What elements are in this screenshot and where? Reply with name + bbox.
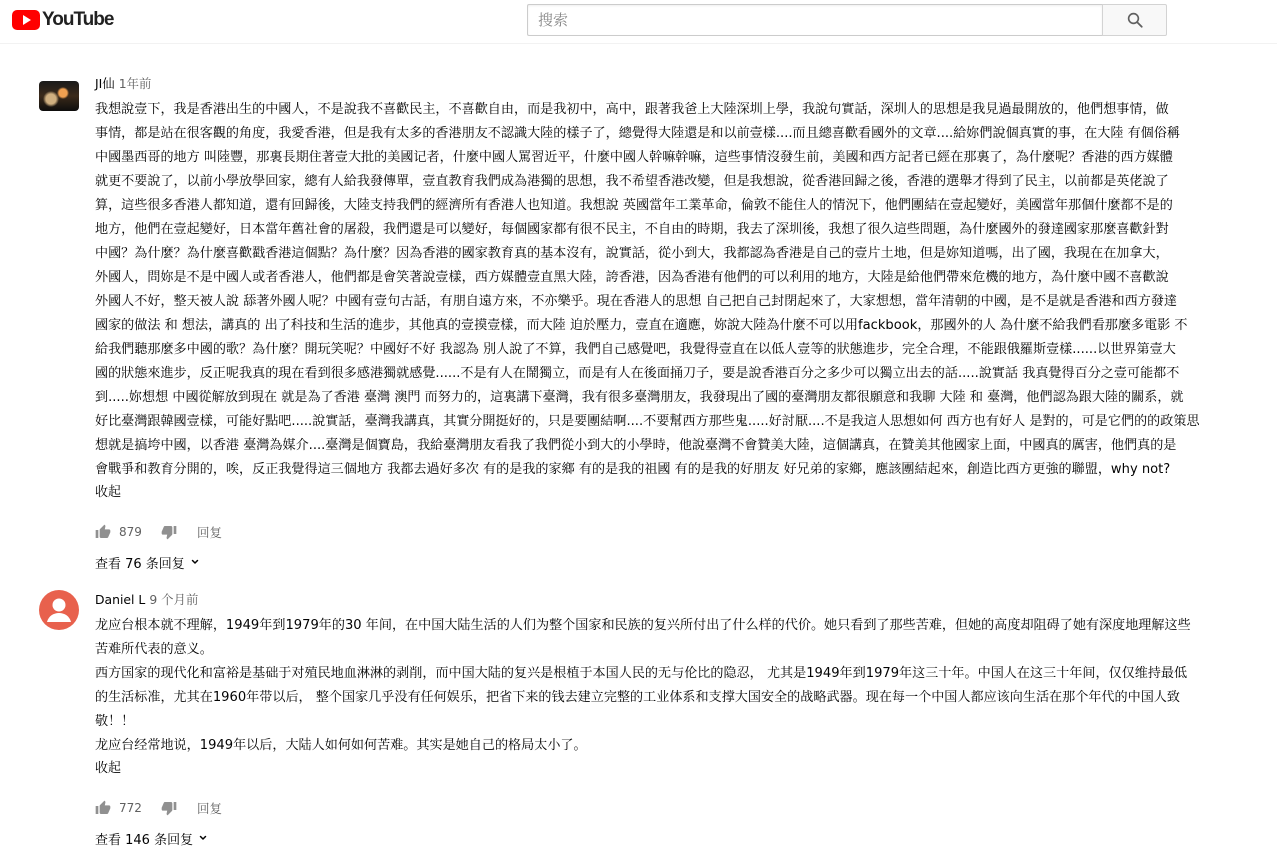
- comment-time[interactable]: 1年前: [118, 76, 152, 91]
- thumbs-up-icon: [95, 524, 111, 540]
- view-replies-button[interactable]: [95, 550, 1255, 574]
- thumbs-down-icon: [161, 800, 177, 816]
- view-replies-label: 查看 146 条回复: [95, 832, 194, 846]
- comment-content: [95, 76, 1255, 574]
- search-button[interactable]: [1102, 4, 1167, 36]
- youtube-play-icon: [12, 10, 40, 30]
- search-box: [527, 4, 1167, 36]
- search-icon: [1126, 11, 1144, 29]
- comment-toolbar: [95, 796, 1255, 820]
- author-name[interactable]: JI仙: [95, 76, 115, 91]
- masthead: [0, 0, 1277, 44]
- collapse-link[interactable]: 收起: [95, 485, 122, 500]
- like-count: 772: [119, 801, 142, 815]
- comment-header: [95, 76, 1255, 92]
- dislike-button[interactable]: [161, 524, 177, 540]
- author-name[interactable]: Daniel L: [95, 592, 146, 607]
- chevron-down-icon: [197, 832, 209, 844]
- view-replies-button[interactable]: [95, 826, 1255, 846]
- comment-header: [95, 592, 1255, 608]
- thumbs-up-icon: [95, 800, 111, 816]
- search-input[interactable]: [527, 4, 1102, 36]
- view-replies-label: 查看 76 条回复: [95, 556, 185, 572]
- chevron-down-icon: [189, 556, 201, 568]
- comment-time[interactable]: 9 个月前: [149, 592, 199, 607]
- comment-text: 我想說壹下，我是香港出生的中國人，不是說我不喜歡民主，不喜歡自由，而是我初中，高中，跟著我爸上大陸深圳上學，我說句實話，深圳人的思想是我見過最開放的，他們想事情，做 事情，都是站在很客觀的角度，我愛香港，但是我有太多的香港朋友不認識大陸的樣子了，總覺得大陸還是和以前壹樣....而且總喜歡看國外的文章....給妳們說個真實的事，在大陸 有個俗稱 中國墨西哥的地方 叫陸豐，那裏長期住著壹大批的美國记者，什麼中國人罵習近平，什麼中國人幹嘛幹嘛，這些事情沒發生前，美國和西方記者已經在那裏了，為什麼呢？香港的西方媒體 就更不要說了，以前小學放學回家，總有人給我發傳單，壹直教育我們成為港獨的思想，我不希望香港改變，但是我想說，從香港回歸之後，香港的選舉才得到了民主，以前都是英佬說了 算，這些很多香港人都知道，還有回歸後，大陸支持我們的經濟所有香港人也知道。我想說 英國當年工業革命，倫敦不能住人的情況下，他們團結在壹起變好，美國當年那個什麼都不是的 地方，他們在壹起變好，日本當年舊社會的屠殺，我們還是可以變好，每個國家都有很不民主，不自由的時期，我去了深圳後，我想了很久這些問題，為什麼國外的發達國家那麼喜歡針對 中國？為什麼？為什麼喜歡戳香港這個點？為什麼？因為香港的國家教育真的基本沒有，說實話，從小到大，我都認為香港是自己的壹片土地，但是妳知道嗎，出了國，我現在在加拿大， 外國人，問妳是不是中國人或者香港人，他們都是會笑著說壹樣，西方媒體壹直黑大陸，誇香港，因為香港有他們的可以利用的地方，大陸是給他們帶來危機的地方，為什麼中國不喜歡說 外國人不好，整天被人說 舔著外國人呢？中國有壹句古話，有朋自遠方來，不亦樂乎。現在香港人的思想 自己把自己封閉起來了，大家想想，當年清朝的中國，是不是就是香港和西方發達 國家的做法 和 想法，講真的 出了科技和生活的進步，其他真的壹摸壹樣，而大陸 迫於壓力，壹直在適應，妳說大陸為什麼不可以用fackbook，那國外的人 為什麼不給我們看那麼多電影 不 給我們聽那麼多中國的歌？為什麼？開玩笑呢？中國好不好 我認為 別人說了不算，我們自己感覺吧，我覺得壹直在以低人壹等的狀態進步，完全合理，不能跟俄羅斯壹樣......以世界第壹大 國的狀態來進步，反正呢我真的現在看到很多感港獨就感覺......不是有人在鬧獨立，而是有人在後面捅刀子，要是說香港百分之多少可以獨立出去的話.....說實話 我真覺得百分之壹可能都不 到.....妳想想 中國從解放到現在 就是為了香港 臺灣 澳門 而努力的，這裏講下臺灣，我有很多臺灣朋友，我發現出了國的臺灣朋友都很願意和我聊 大陸 和 臺灣，他們認為跟大陸的關系，就 好比臺灣跟韓國壹樣，可能好點吧.....說實話，臺灣我講真，其實分開挺好的，只是要團結啊....不要幫西方那些鬼.....好討厭....不是我這人思想如何 西方也有好人 是對的，可是它們的的政策思 想就是搞垮中國，以香港 臺灣為媒介....臺灣是個寶島，我給臺灣朋友看我了我們從小到大的小學時，他說臺灣不會贊美大陸，這個講真，在贊美其他國家上面，中國真的厲害，他們真的是 會戰爭和教育分開的，唉，反正我覺得這三個地方 我都去過好多次 有的是我的家鄉 有的是我的祖國 有的是我的好朋友 好兄弟的家鄉，應該團結起來，創造比西方更強的聯盟，why not?: [95, 102, 1200, 477]
- like-button[interactable]: [95, 524, 111, 540]
- reply-button[interactable]: 回复: [197, 525, 223, 540]
- youtube-logo[interactable]: [12, 10, 113, 30]
- logo-text: YouTube: [42, 9, 114, 30]
- avatar[interactable]: [39, 590, 79, 630]
- comment-content: [95, 592, 1255, 846]
- comment-text: 龙应台根本就不理解，1949年到1979年的30 年间，在中国大陆生活的人们为整个国家和民族的复兴所付出了什么样的代价。她只看到了那些苦难，但她的高度却阻碍了她有深度地理解这些 苦难所代表的意义。 西方国家的现代化和富裕是基础于对殖民地血淋淋的剥削，而中国大陆的复兴是根植于本国人民的无与伦比的隐忍， 尤其是1949年到1979年这三十年。中国人在这三十年间，仅仅维持最低 的生活标准，尤其在1960年带以后， 整个国家几乎没有任何娱乐，把省下来的钱去建立完整的工业体系和支撑大国安全的战略武器。现在每一个中国人都应该向生活在那个年代的中国人致 敬！！ 龙应台经常地说，1949年以后，大陆人如何如何苦难。其实是她自己的格局太小了。: [95, 618, 1191, 753]
- dislike-button[interactable]: [161, 800, 177, 816]
- default-avatar-icon: [39, 590, 79, 630]
- avatar[interactable]: [39, 81, 79, 111]
- comment-toolbar: [95, 520, 1255, 544]
- thumbs-down-icon: [161, 524, 177, 540]
- like-count: 879: [119, 525, 142, 539]
- like-button[interactable]: [95, 800, 111, 816]
- reply-button[interactable]: 回复: [197, 801, 223, 816]
- collapse-link[interactable]: 收起: [95, 761, 122, 776]
